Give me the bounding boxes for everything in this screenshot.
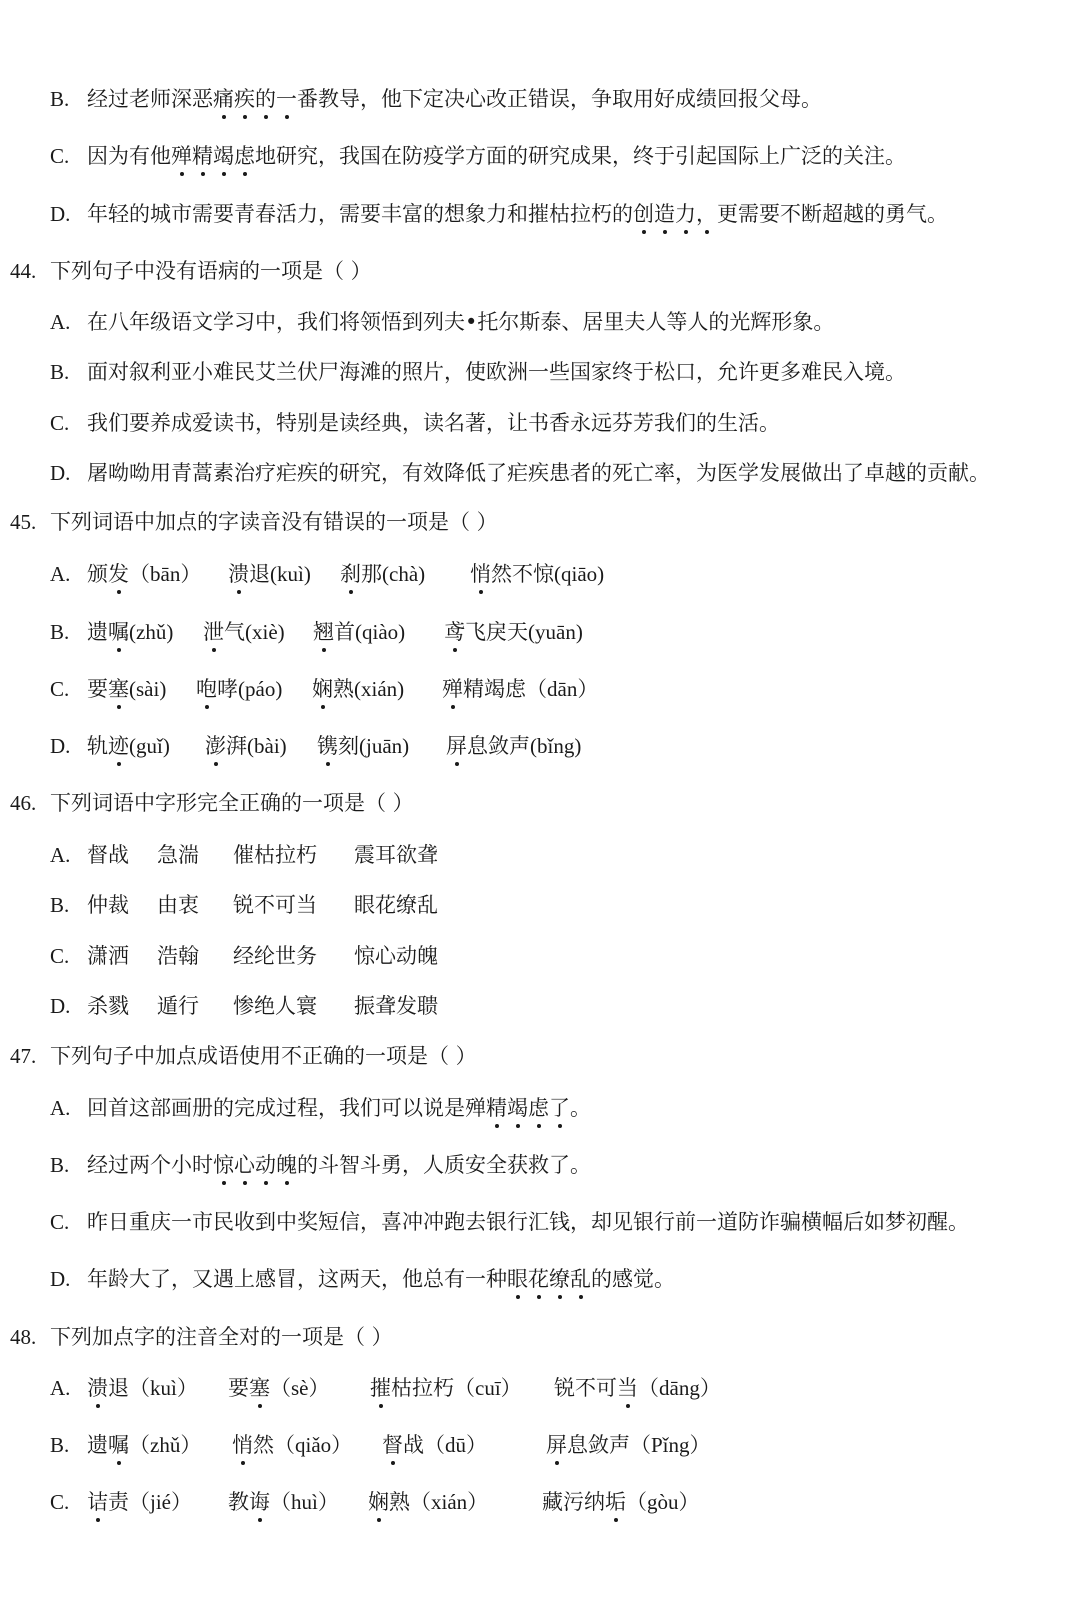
option-letter: A. [50,843,71,867]
emphasis-char: 澎 [205,731,226,761]
option-text: 因为有他殚精竭虑地研究，我国在防疫学方面的研究成果，终于引起国际上广泛的关注。 [87,144,906,168]
word-choice: 锐不可当（dāng） [554,1373,721,1403]
option-letter: C. [50,144,70,168]
answer-option [50,991,438,1021]
answer-option [50,941,438,971]
question-number: 44. [10,259,37,283]
option-letter: A. [50,310,71,334]
question-text: 下列句子中加点成语使用不正确的一项是（ ） [50,1044,477,1068]
emphasis-char: 翘 [313,617,334,647]
emphasis-char: 鸢 [444,617,465,647]
emphasis-char: 了 [549,1093,570,1123]
emphasis-char: 嘱 [108,617,129,647]
question-stem [10,256,372,286]
emphasis-char: 悄 [470,559,491,589]
emphasis-char: 心 [234,1150,255,1180]
option-letter: C. [50,677,70,701]
word-choice: 教诲（huì） [228,1487,339,1517]
answer-option [50,458,990,488]
emphasis-char: 悄 [232,1430,253,1460]
word-choice: 要塞(sài) [87,674,166,704]
emphasis-char: 一 [276,84,297,114]
answer-option [50,84,822,114]
emphasis-char: 魄 [276,1150,297,1180]
question-number: 48. [10,1325,37,1349]
option-letter: D. [50,994,71,1018]
word-choice: 经纶世务 [233,944,317,968]
emphasis-char: 眼 [507,1264,528,1294]
word-choice: 溃退(kuì) [228,559,311,589]
word-choice: 杀戮 [87,994,129,1018]
emphasis-char: 塞 [249,1373,270,1403]
emphasis-char: 精 [192,141,213,171]
answer-option [50,357,906,387]
answer-option [50,1430,711,1460]
emphasis-char: 疾 [234,84,255,114]
emphasis-char: ， [696,199,717,229]
answer-option [50,199,948,229]
word-choice: 锐不可当 [233,893,317,917]
emphasis-char: 的 [255,84,276,114]
emphasis-char: 惊 [213,1150,234,1180]
answer-option [50,1093,591,1123]
emphasis-char: 殚 [442,674,463,704]
emphasis-char: 迹 [108,731,129,761]
option-text: 经过两个小时惊心动魄的斗智斗勇，人质安全获救了。 [87,1153,591,1177]
emphasis-char: 督 [382,1430,403,1460]
emphasis-char: 乱 [570,1264,591,1294]
answer-option [50,1487,700,1517]
emphasis-char: 竭 [213,141,234,171]
option-text: 昨日重庆一市民收到中奖短信，喜冲冲跑去银行汇钱，却见银行前一道防诈骗横幅后如梦初醒。 [87,1210,969,1234]
option-letter: C. [50,1490,70,1514]
word-choice: 由衷 [157,893,199,917]
question-text: 下列加点字的注音全对的一项是（ ） [50,1325,393,1349]
word-choice: 浩翰 [157,944,199,968]
word-choice: 鸢飞戾天(yuān) [444,617,583,647]
word-choice: 镌刻(juān) [317,731,409,761]
emphasis-char: 镌 [317,731,338,761]
word-choice: 刹那(chà) [340,559,425,589]
emphasis-char: 诘 [87,1487,108,1517]
answer-option [50,1150,591,1180]
option-text: 年龄大了，又遇上感冒，这两天，他总有一种眼花缭乱的感觉。 [87,1267,675,1291]
word-choice: 悄然不惊(qiāo) [470,559,604,589]
option-letter: C. [50,411,70,435]
option-letter: B. [50,893,70,917]
word-choice: 殚精竭虑（dān） [442,674,598,704]
word-choice: 要塞（sè） [228,1373,330,1403]
question-stem [10,788,414,818]
word-choice: 翘首(qiào) [313,617,405,647]
word-choice: 惊心动魄 [354,944,438,968]
word-choice: 督战 [87,843,129,867]
emphasis-char: 塞 [108,674,129,704]
question-number: 47. [10,1044,37,1068]
option-text: 面对叙利亚小难民艾兰伏尸海滩的照片，使欧洲一些国家终于松口，允许更多难民入境。 [87,360,906,384]
emphasis-char: 娴 [368,1487,389,1517]
emphasis-char: 造 [654,199,675,229]
answer-option [50,674,599,704]
answer-option [50,840,438,870]
word-choice: 震耳欲聋 [354,843,438,867]
word-choice: 眼花缭乱 [354,893,438,917]
option-text: 屠呦呦用青蒿素治疗疟疾的研究，有效降低了疟疾患者的死亡率，为医学发展做出了卓越的贡献。 [87,461,990,485]
emphasis-char: 嘱 [108,1430,129,1460]
emphasis-char: 垢 [605,1487,626,1517]
option-letter: B. [50,1433,70,1457]
option-text: 年轻的城市需要青春活力，需要丰富的想象力和摧枯拉朽的创造力，更需要不断超越的勇气。 [87,202,948,226]
emphasis-char: 缭 [549,1264,570,1294]
question-stem [10,1322,393,1352]
word-choice: 悄然（qiǎo） [232,1430,352,1460]
word-choice: 泄气(xiè) [203,617,285,647]
word-choice: 溃退（kuì） [87,1373,198,1403]
emphasis-char: 当 [617,1373,638,1403]
option-letter: D. [50,1267,71,1291]
word-choice: 仲裁 [87,893,129,917]
word-choice: 潇洒 [87,944,129,968]
option-text: 在八年级语文学习中，我们将领悟到列夫•托尔斯泰、居里夫人等人的光辉形象。 [87,310,835,334]
emphasis-char: 屏 [546,1430,567,1460]
answer-option [50,1264,675,1294]
word-choice: 娴熟(xián) [312,674,404,704]
emphasis-char: 痛 [213,84,234,114]
emphasis-char: 动 [255,1150,276,1180]
emphasis-char: 咆 [196,674,217,704]
question-number: 46. [10,791,37,815]
option-letter: D. [50,734,71,758]
word-choice: 遗嘱（zhǔ） [87,1430,201,1460]
emphasis-char: 创 [633,199,654,229]
answer-option [50,1207,969,1237]
option-letter: B. [50,87,70,111]
answer-option [50,890,438,920]
question-text: 下列词语中字形完全正确的一项是（ ） [50,791,414,815]
option-letter: B. [50,1153,70,1177]
emphasis-char: 精 [486,1093,507,1123]
word-choice: 遗嘱(zhǔ) [87,617,173,647]
word-choice: 遁行 [157,994,199,1018]
word-choice: 催枯拉朽 [233,843,317,867]
word-choice: 摧枯拉朽（cuī） [370,1373,522,1403]
answer-option [50,408,780,438]
emphasis-char: 诲 [249,1487,270,1517]
emphasis-char: 摧 [370,1373,391,1403]
word-choice: 澎湃(bài) [205,731,287,761]
option-letter: A. [50,1096,71,1120]
option-letter: B. [50,620,70,644]
word-choice: 咆哮(páo) [196,674,282,704]
option-letter: A. [50,562,71,586]
question-stem [10,1041,477,1071]
question-stem [10,507,498,537]
word-choice: 急湍 [157,843,199,867]
emphasis-char: 泄 [203,617,224,647]
word-choice: 娴熟（xián） [368,1487,488,1517]
question-text: 下列句子中没有语病的一项是（ ） [50,259,372,283]
word-choice: 屏息敛声（Pǐng） [546,1430,711,1460]
word-choice: 轨迹(guǐ) [87,731,170,761]
word-choice: 督战（dū） [382,1430,487,1460]
answer-option [50,559,605,589]
emphasis-char: 虑 [234,141,255,171]
emphasis-char: 花 [528,1264,549,1294]
word-choice: 颁发（bān） [87,559,201,589]
option-letter: D. [50,461,71,485]
option-letter: C. [50,944,70,968]
option-text: 经过老师深恶痛疾的一番教导，他下定决心改正错误，争取用好成绩回报父母。 [87,87,822,111]
answer-option [50,307,834,337]
emphasis-char: 溃 [87,1373,108,1403]
answer-option [50,617,583,647]
word-choice: 屏息敛声(bǐng) [446,731,581,761]
emphasis-char: 屏 [446,731,467,761]
question-text: 下列词语中加点的字读音没有错误的一项是（ ） [50,510,498,534]
word-choice: 藏污纳垢（gòu） [542,1487,700,1517]
emphasis-char: 力 [675,199,696,229]
option-text: 我们要养成爱读书，特别是读经典，读名著，让书香永远芬芳我们的生活。 [87,411,780,435]
emphasis-char: 娴 [312,674,333,704]
answer-option [50,1373,721,1403]
emphasis-char: 殚 [171,141,192,171]
answer-option [50,141,906,171]
emphasis-char: 虑 [528,1093,549,1123]
option-letter: C. [50,1210,70,1234]
emphasis-char: 溃 [228,559,249,589]
word-choice: 诘责（jié） [87,1487,192,1517]
option-letter: A. [50,1376,71,1400]
emphasis-char: 竭 [507,1093,528,1123]
emphasis-char: 刹 [340,559,361,589]
question-number: 45. [10,510,37,534]
word-choice: 振聋发聩 [354,994,438,1018]
word-choice: 惨绝人寰 [233,994,317,1018]
option-text: 回首这部画册的完成过程，我们可以说是殚精竭虑了。 [87,1096,591,1120]
option-letter: D. [50,202,71,226]
answer-option [50,731,582,761]
emphasis-char: 发 [108,559,129,589]
option-letter: B. [50,360,70,384]
